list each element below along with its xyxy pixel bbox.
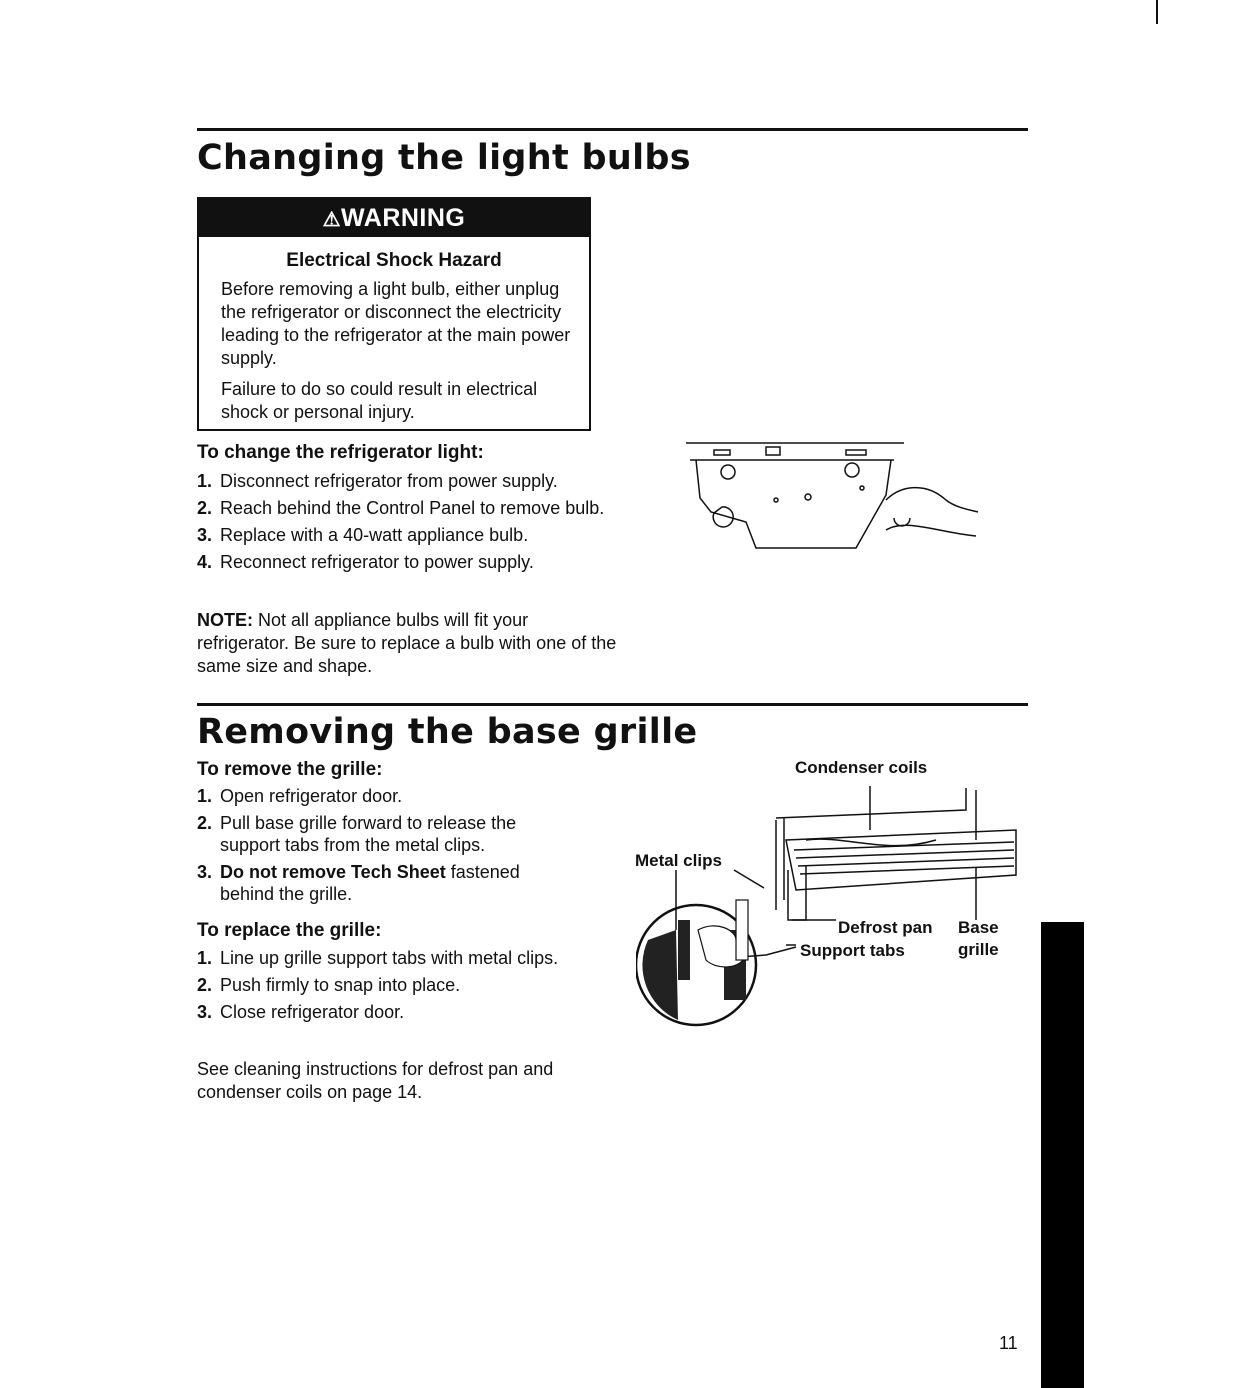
list-item: 3. Do not remove Tech Sheet fastened behind the grille. xyxy=(197,862,520,904)
change-light-steps xyxy=(197,470,617,578)
label-base-grille-line2: grille xyxy=(958,940,999,959)
list-item: 2. Push firmly to snap into place. xyxy=(197,975,461,995)
list-item: 3. Replace with a 40-watt appliance bulb. xyxy=(197,525,529,545)
note-label: NOTE: xyxy=(197,610,253,630)
warning-text-1: Before removing a light bulb, either unplug the refrigerator or disconnect the electricity leading to the refrigerator at the main power supply. xyxy=(221,279,571,368)
base-grille-illustration xyxy=(636,780,1026,1040)
remove-grille-steps xyxy=(197,785,577,910)
replace-grille-steps xyxy=(197,947,577,1028)
list-item: 1. Line up grille support tabs with metal clips. xyxy=(197,948,559,968)
warning-triangle-icon: ⚠ xyxy=(322,209,342,231)
list-item: 4. Reconnect refrigerator to power supply. xyxy=(197,552,534,572)
margin-mark xyxy=(1156,0,1158,24)
change-light-heading: To change the refrigerator light: xyxy=(197,442,484,463)
light-bulb-illustration xyxy=(686,440,986,555)
cleaning-reference: See cleaning instructions for defrost pan and condenser coils on page 14. xyxy=(197,1059,554,1102)
remove-grille-heading: To remove the grille: xyxy=(197,759,383,780)
warning-box xyxy=(197,197,591,431)
list-item: 3. Close refrigerator door. xyxy=(197,1002,405,1022)
label-base-grille-line1: Base xyxy=(958,918,999,937)
warning-text-2: Failure to do so could result in electrical shock or personal injury. xyxy=(221,379,538,422)
warning-hazard-title: Electrical Shock Hazard xyxy=(286,250,502,271)
note-text: Not all appliance bulbs will fit your refrigerator. Be sure to replace a bulb with one of the same size and shape. xyxy=(197,610,617,676)
side-tab-bar xyxy=(1041,922,1084,1388)
section-title-base-grille: Removing the base grille xyxy=(197,712,698,752)
list-item: 2. Pull base grille forward to release the support tabs from the metal clips. xyxy=(197,813,517,855)
section-rule-1 xyxy=(197,128,1028,131)
note-paragraph xyxy=(197,609,617,678)
label-metal-clips: Metal clips xyxy=(635,851,722,870)
list-item: 2. Reach behind the Control Panel to remove bulb. xyxy=(197,498,605,518)
replace-grille-heading: To replace the grille: xyxy=(197,920,382,941)
section-rule-2 xyxy=(197,703,1028,706)
list-item: 1. Open refrigerator door. xyxy=(197,786,403,806)
section-title-light-bulbs: Changing the light bulbs xyxy=(197,138,691,178)
label-defrost-pan: Defrost pan xyxy=(838,918,933,937)
warning-header: ⚠WARNING xyxy=(199,199,589,237)
warning-text xyxy=(221,278,581,424)
page-number: 11 xyxy=(999,1333,1018,1353)
label-condenser-coils: Condenser coils xyxy=(795,758,928,777)
label-support-tabs: Support tabs xyxy=(800,941,905,960)
list-item: 1. Disconnect refrigerator from power supply. xyxy=(197,471,558,491)
